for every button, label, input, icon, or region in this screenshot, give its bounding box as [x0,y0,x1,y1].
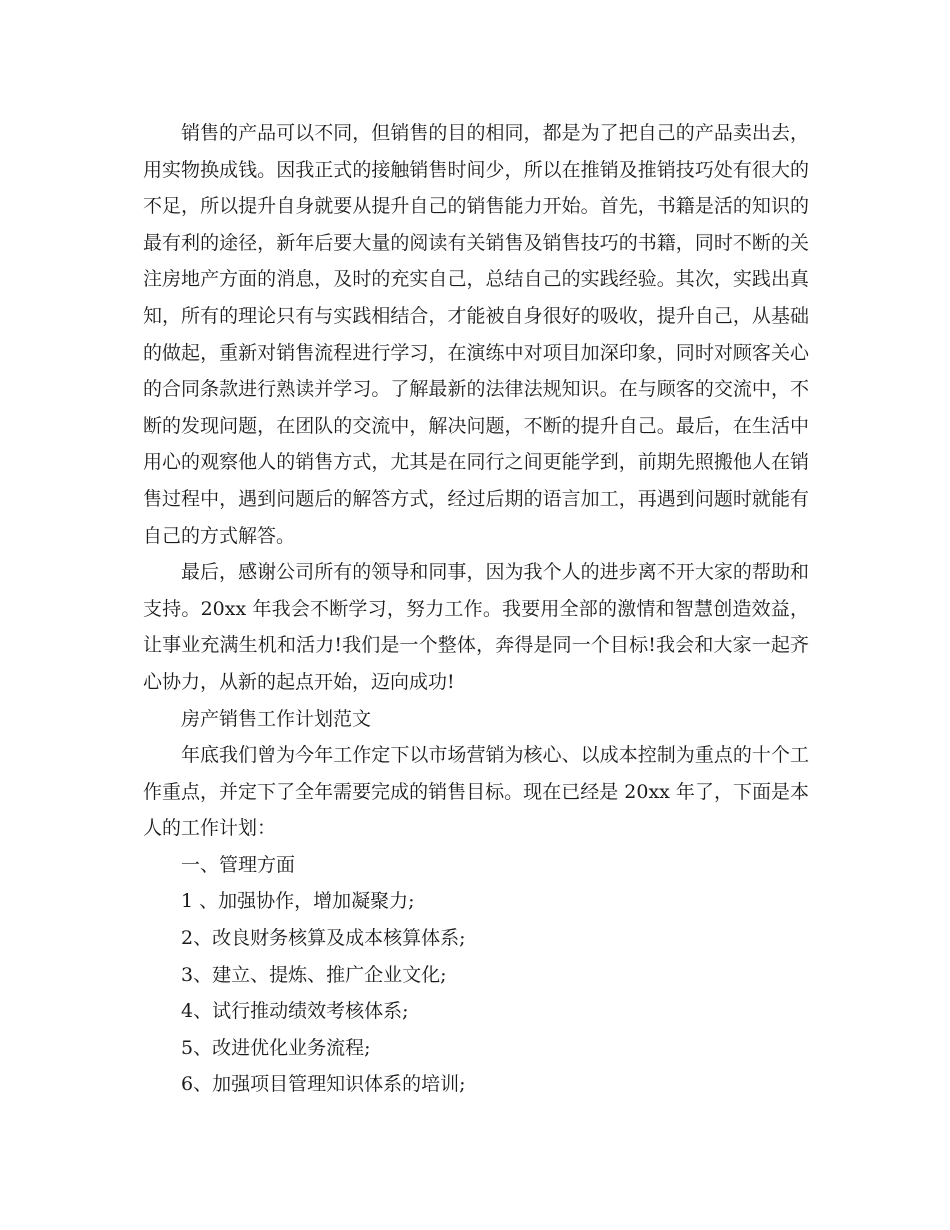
paragraph-thanks: 最后，感谢公司所有的领导和同事，因为我个人的进步离不开大家的帮助和支持。20xx 年我会不断学习，努力工作。我要用全部的激情和智慧创造效益，让事业充满生机和活力!我们是一个整体，奔得是同一个目标!我会和大家一起齐心协力，从新的起点开始，迈向成功! [143,561,809,693]
list-item: 1 、加强协作，增加凝聚力; [181,890,415,913]
paragraph-plan-intro: 年底我们曾为今年工作定下以市场营销为核心、以成本控制为重点的十个工作重点，并定下了全年需要完成的销售目标。现在已经是 20xx 年了，下面是本人的工作计划： [143,744,809,840]
list-item: 3、建立、提炼、推广企业文化; [181,963,447,986]
list-item: 2、改良财务核算及成本核算体系; [181,927,466,950]
section-heading: 一、管理方面 [181,853,296,876]
list-item: 5、改进优化业务流程; [181,1036,371,1059]
list-item: 4、试行推动绩效考核体系; [181,1000,409,1023]
paragraph-sales-skills: 销售的产品可以不同，但销售的目的相同，都是为了把自己的产品卖出去，用实物换成钱。因我正式的接触销售时间少，所以在推销及推销技巧处有很大的不足，所以提升自身就要从提升自己的销售能力开始。首先，书籍是活的知识的最有利的途径，新年后要大量的阅读有关销售及销售技巧的书籍，同时不断的关注房地产方面的消息，及时的充实自己，总结自己的实践经验。其次，实践出真知，所有的理论只有与实践相结合，才能被自身很好的吸收，提升自己，从基础的做起，重新对销售流程进行学习，在演练中对项目加深印象，同时对顾客关心的合同条款进行熟读并学习。了解最新的法律法规知识。在与顾客的交流中，不断的发现问题，在团队的交流中，解决问题，不断的提升自己。最后，在生活中用心的观察他人的销售方式，尤其是在同行之间更能学到，前期先照搬他人在销售过程中，遇到问题后的解答方式，经过后期的语言加工，再遇到问题时就能有自己的方式解答。 [143,122,809,547]
list-item: 6、加强项目管理知识体系的培训; [181,1073,466,1096]
document-page [143,115,809,1103]
document-title: 房产销售工作计划范文 [181,707,372,730]
